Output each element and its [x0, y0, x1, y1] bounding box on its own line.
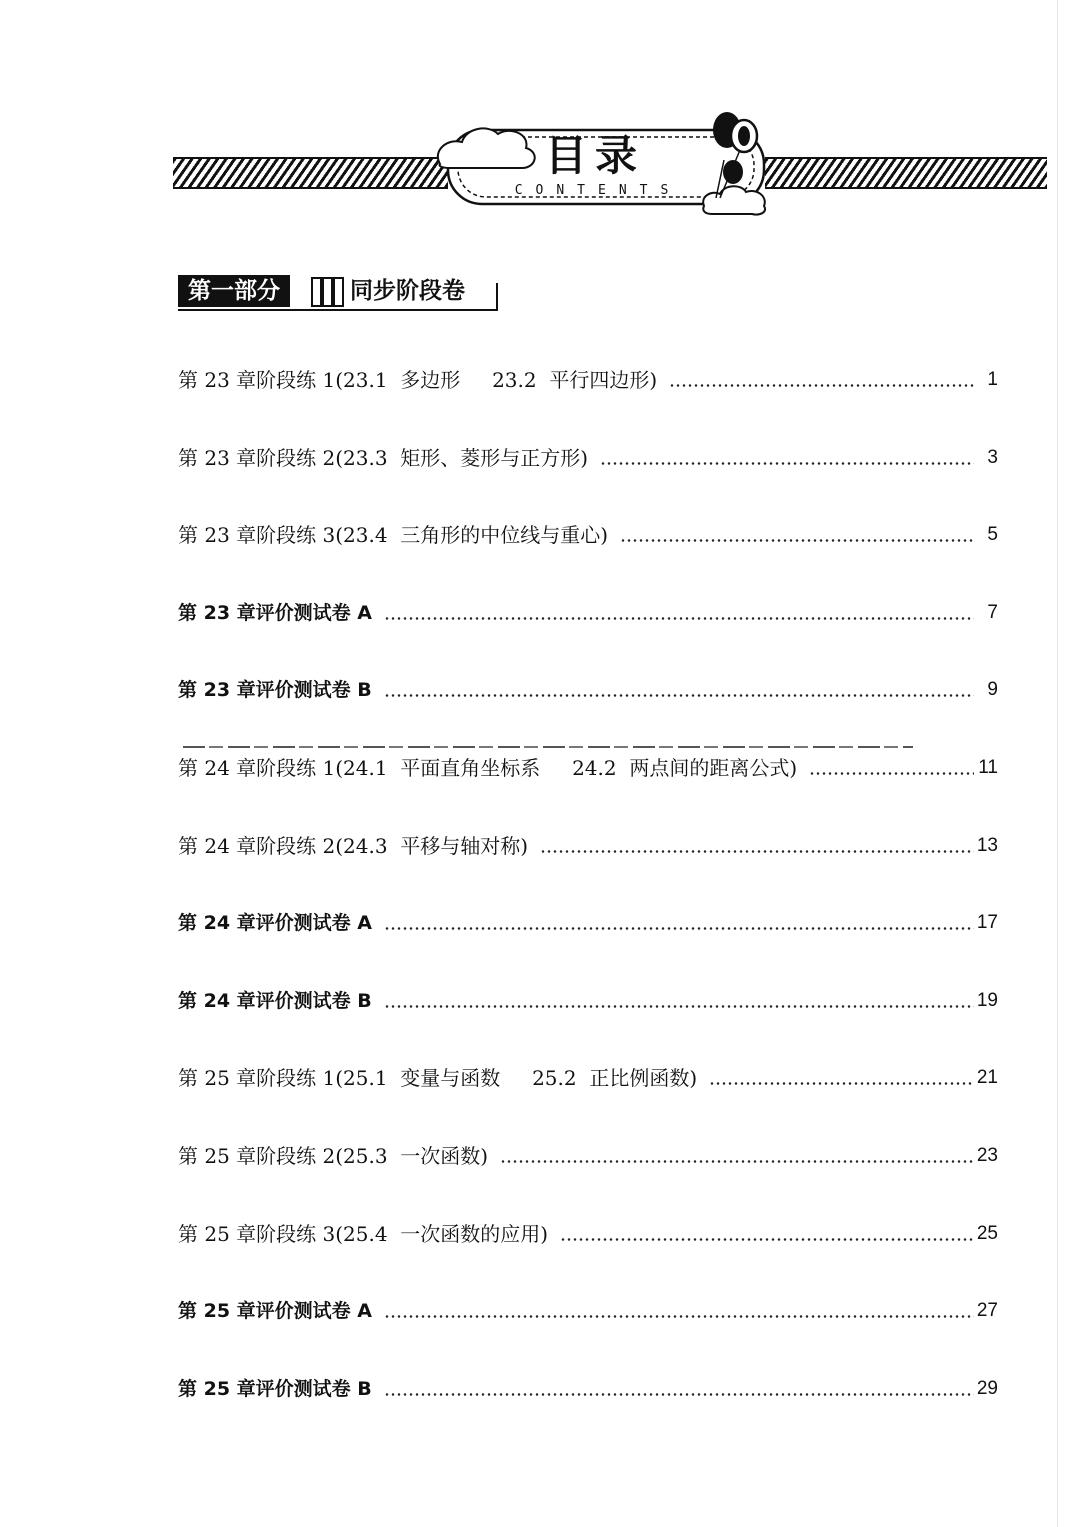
toc-entry-page: 5 — [987, 524, 998, 546]
section-bars-icon — [311, 277, 345, 305]
toc-entry[interactable] — [178, 519, 998, 551]
toc-entry[interactable] — [178, 1218, 998, 1250]
toc-entry-page: 1 — [987, 369, 998, 390]
toc-entry-page: 19 — [976, 989, 998, 1011]
toc-entry-page: 9 — [987, 679, 998, 701]
banner-decoration — [0, 0, 1080, 240]
toc-entry-title: 第 24 章评价测试卷 B — [178, 989, 372, 1012]
toc-entry-title: 第 25 章阶段练 3(25.4 一次函数的应用) — [178, 1221, 549, 1246]
toc-entry[interactable] — [178, 442, 998, 474]
toc-entry-title: 第 25 章评价测试卷 A — [178, 1300, 372, 1323]
scan-artifact-line — [183, 746, 913, 748]
toc-entry[interactable] — [178, 364, 998, 396]
toc-leader-dots — [540, 850, 974, 853]
toc-entry[interactable] — [178, 830, 998, 862]
toc-entry-title: 第 23 章评价测试卷 B — [178, 679, 372, 702]
toc-leader-dots — [669, 384, 974, 387]
toc-entry[interactable] — [178, 985, 998, 1017]
toc-entry[interactable] — [178, 1140, 998, 1172]
toc-entry-title: 第 23 章评价测试卷 A — [178, 601, 372, 624]
toc-leader-dots — [384, 927, 974, 930]
toc-leader-dots — [384, 1005, 974, 1008]
toc-entry-title: 第 24 章阶段练 1(24.1 平面直角坐标系 24.2 两点间的距离公式) — [178, 756, 798, 780]
toc-entry-page: 17 — [976, 912, 998, 934]
section-end-mark — [496, 283, 498, 311]
section-label: 第一部分 — [178, 275, 290, 307]
toc-entry[interactable] — [178, 1295, 998, 1327]
toc-entry-page: 27 — [976, 1300, 998, 1322]
toc-entry-page: 3 — [987, 446, 998, 468]
toc-leader-dots — [384, 1393, 974, 1396]
toc-leader-dots — [384, 617, 974, 620]
toc-entry-title: 第 23 章阶段练 1(23.1 多边形 23.2 平行四边形) — [178, 368, 658, 392]
toc-leader-dots — [384, 1315, 974, 1318]
toc-entry-title: 第 23 章阶段练 3(23.4 三角形的中位线与重心) — [178, 523, 609, 548]
toc-leader-dots — [384, 694, 974, 697]
section-title: 同步阶段卷 — [350, 278, 465, 304]
toc-entry-title: 第 24 章评价测试卷 A — [178, 912, 372, 935]
toc-leader-dots — [600, 462, 974, 465]
toc-entry-title: 第 23 章阶段练 2(23.3 矩形、菱形与正方形) — [178, 445, 589, 470]
toc-entry[interactable] — [178, 907, 998, 939]
toc-entry-page: 21 — [976, 1067, 998, 1089]
contents-banner — [0, 0, 1080, 240]
toc-entry[interactable] — [178, 752, 998, 784]
toc-entry-page: 7 — [987, 601, 998, 623]
toc-entry-title: 第 24 章阶段练 2(24.3 平移与轴对称) — [178, 833, 529, 858]
toc-entry-title: 第 25 章阶段练 2(25.3 一次函数) — [178, 1144, 489, 1168]
toc-entry[interactable] — [178, 597, 998, 629]
toc-entry[interactable] — [178, 1062, 998, 1094]
toc-entry-page: 13 — [976, 834, 998, 856]
page-subtitle: CONTENTS — [514, 183, 682, 198]
page-title: 目录 — [544, 131, 645, 180]
toc-entry[interactable] — [178, 1373, 998, 1405]
toc-entry-page: 29 — [976, 1377, 998, 1399]
toc-leader-dots — [620, 539, 974, 542]
toc-entry-page: 25 — [976, 1222, 998, 1244]
section-underline — [178, 309, 496, 311]
toc-entry-title: 第 25 章评价测试卷 B — [178, 1377, 372, 1400]
toc-entry-page: 23 — [976, 1145, 998, 1166]
toc-leader-dots — [809, 772, 974, 775]
toc-entry[interactable] — [178, 674, 998, 706]
toc-entry-title: 第 25 章阶段练 1(25.1 变量与函数 25.2 正比例函数) — [178, 1066, 698, 1091]
toc-leader-dots — [500, 1160, 974, 1163]
toc-entry-page: 11 — [978, 757, 998, 778]
toc-leader-dots — [709, 1082, 974, 1085]
toc-leader-dots — [560, 1238, 974, 1241]
